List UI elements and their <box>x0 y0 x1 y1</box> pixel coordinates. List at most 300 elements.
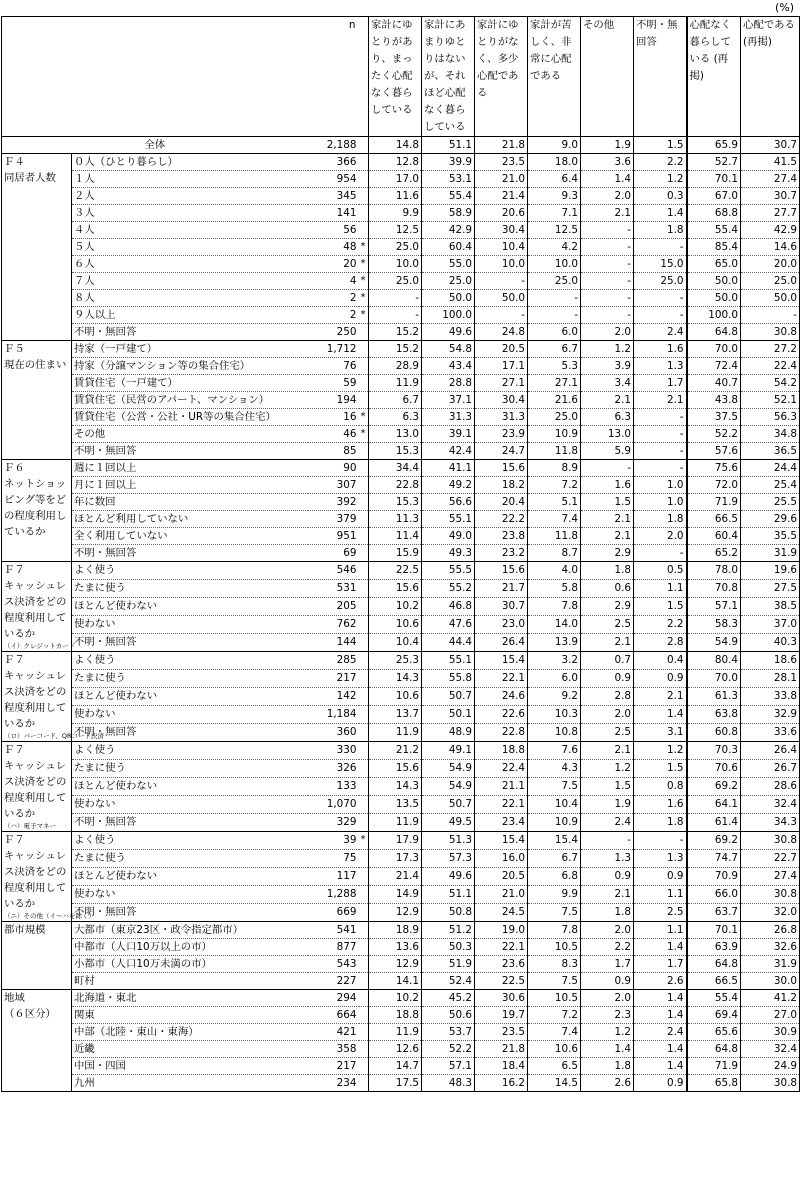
table-row <box>2 724 800 742</box>
row-value: 53.7 <box>422 1024 475 1041</box>
row-value: 1.0 <box>634 477 687 494</box>
row-value: 1.4 <box>634 990 687 1007</box>
row-value: 1.1 <box>634 580 687 598</box>
row-label: 不明・無回答 <box>74 326 137 338</box>
row-value: 2.0 <box>581 706 634 724</box>
row-value: 51.1 <box>422 886 475 904</box>
row-value: 49.6 <box>422 324 475 341</box>
row-label: 不明・無回答 <box>74 547 137 559</box>
row-value: 32.9 <box>741 706 800 724</box>
row-label: 九州 <box>74 1077 95 1089</box>
row-value: 65.0 <box>687 256 741 273</box>
row-value: 41.5 <box>741 154 800 171</box>
row-value: 14.5 <box>528 1075 581 1092</box>
total-value: 21.8 <box>475 137 528 154</box>
row-value: - <box>369 307 422 324</box>
row-value: 32.4 <box>741 796 800 814</box>
section-note: （ニ）その他（イ～ハを除く） <box>4 912 95 920</box>
row-value: 24.6 <box>475 688 528 706</box>
row-value: 33.8 <box>741 688 800 706</box>
row-value: 100.0 <box>422 307 475 324</box>
row-value: - <box>369 290 422 307</box>
row-value: 1.2 <box>634 171 687 188</box>
row-value: 0.5 <box>634 562 687 580</box>
row-label: 不明・無回答 <box>74 906 137 918</box>
row-label: 近畿 <box>72 1041 308 1058</box>
row-star <box>359 511 369 528</box>
row-value: 1.6 <box>634 341 687 358</box>
row-label: ほとんど使わない <box>72 598 308 616</box>
row-value: 48.3 <box>422 1075 475 1092</box>
table-row <box>2 580 800 598</box>
row-value: 14.3 <box>369 778 422 796</box>
row-value: 40.7 <box>687 375 741 392</box>
row-value: 26.7 <box>741 760 800 778</box>
row-value: 14.3 <box>369 670 422 688</box>
row-value: 10.3 <box>528 706 581 724</box>
row-value: 2.1 <box>581 392 634 409</box>
row-n: 951 <box>308 528 359 545</box>
row-value: 3.2 <box>528 652 581 670</box>
row-value: 27.7 <box>741 205 800 222</box>
row-value: 0.9 <box>581 973 634 990</box>
row-value: 18.9 <box>369 922 422 939</box>
section-title-text: Ｆ７ キャッシュレス決済をどの程度利用しているか <box>4 564 67 640</box>
row-value: - <box>581 222 634 239</box>
row-label: 年に数回 <box>72 494 308 511</box>
row-value: 2.5 <box>581 616 634 634</box>
row-value: 7.2 <box>528 477 581 494</box>
row-value: 55.5 <box>422 562 475 580</box>
row-star <box>359 973 369 990</box>
row-value: 18.2 <box>475 477 528 494</box>
row-value: 1.5 <box>581 494 634 511</box>
row-value: 24.7 <box>475 443 528 460</box>
row-value: 71.9 <box>687 1058 741 1075</box>
row-value: 56.6 <box>422 494 475 511</box>
row-label: 賃貸住宅（一戸建て） <box>72 375 308 392</box>
row-label: ほとんど使わない <box>72 868 308 886</box>
row-value: 14.0 <box>528 616 581 634</box>
row-label: 関東 <box>72 1007 308 1024</box>
row-value: 11.9 <box>369 375 422 392</box>
row-star <box>359 922 369 939</box>
row-label: よく使う <box>72 742 308 760</box>
row-label: たまに使う <box>72 580 308 598</box>
row-value: 52.4 <box>422 973 475 990</box>
row-star <box>359 545 369 562</box>
row-label: ほとんど使わない <box>72 688 308 706</box>
row-value: 32.4 <box>741 1041 800 1058</box>
row-value: - <box>634 832 687 850</box>
row-value: 5.9 <box>581 443 634 460</box>
row-value: 2.1 <box>634 688 687 706</box>
row-value: 54.9 <box>687 634 741 652</box>
row-star <box>359 706 369 724</box>
row-label: 持家（分譲マンション等の集合住宅） <box>72 358 308 375</box>
row-n: 366 <box>308 154 359 171</box>
table-row <box>2 1041 800 1058</box>
row-value: 2.3 <box>581 1007 634 1024</box>
row-value: 69.4 <box>687 1007 741 1024</box>
row-value: 49.2 <box>422 477 475 494</box>
row-value: 1.6 <box>634 796 687 814</box>
table-row <box>2 256 800 273</box>
row-value: 2.1 <box>581 886 634 904</box>
row-value: 65.6 <box>687 1024 741 1041</box>
row-n: 345 <box>308 188 359 205</box>
section-title <box>2 341 72 460</box>
row-value: 11.8 <box>528 443 581 460</box>
row-star <box>359 904 369 922</box>
row-value: 1.8 <box>581 562 634 580</box>
row-value: - <box>581 239 634 256</box>
table-row <box>2 832 800 850</box>
row-value: 31.9 <box>741 956 800 973</box>
row-value: 49.0 <box>422 528 475 545</box>
row-value: 53.1 <box>422 171 475 188</box>
row-value: 15.2 <box>369 341 422 358</box>
row-value: 26.4 <box>741 742 800 760</box>
row-value: 7.2 <box>528 1007 581 1024</box>
row-value: 1.4 <box>634 939 687 956</box>
row-value: 67.0 <box>687 188 741 205</box>
row-star <box>359 222 369 239</box>
row-value: 55.4 <box>687 222 741 239</box>
row-label: 全く利用していない <box>72 528 308 545</box>
row-value: 15.4 <box>475 652 528 670</box>
row-star <box>359 358 369 375</box>
row-value: 25.4 <box>741 477 800 494</box>
row-value: 22.2 <box>475 511 528 528</box>
table-body <box>2 17 800 1092</box>
section-title-text: Ｆ７ キャッシュレス決済をどの程度利用しているか <box>4 744 67 820</box>
row-value: 18.6 <box>741 652 800 670</box>
row-value: 64.8 <box>687 956 741 973</box>
row-value: 55.2 <box>422 580 475 598</box>
row-value: 11.3 <box>369 511 422 528</box>
row-value: 30.6 <box>475 990 528 1007</box>
row-label: たまに使う <box>72 670 308 688</box>
row-n: 358 <box>308 1041 359 1058</box>
row-value: 49.5 <box>422 814 475 832</box>
row-value: 47.6 <box>422 616 475 634</box>
header-col-3: 家計にゆとりがなく、多少心配である <box>475 17 528 137</box>
row-value: 30.8 <box>741 886 800 904</box>
row-n: 294 <box>308 990 359 1007</box>
row-n: 194 <box>308 392 359 409</box>
row-n: 543 <box>308 956 359 973</box>
row-label: 不明・無回答 <box>74 445 137 457</box>
row-value: 60.4 <box>687 528 741 545</box>
row-value: 11.9 <box>369 1024 422 1041</box>
row-value: 12.5 <box>369 222 422 239</box>
row-value: 78.0 <box>687 562 741 580</box>
row-star <box>359 939 369 956</box>
row-value: 75.6 <box>687 460 741 477</box>
table-row <box>2 409 800 426</box>
row-value: 64.8 <box>687 1041 741 1058</box>
row-value: 54.9 <box>422 760 475 778</box>
row-value: 42.9 <box>422 222 475 239</box>
row-value: 1.9 <box>581 796 634 814</box>
row-star <box>359 375 369 392</box>
row-value: 49.3 <box>422 545 475 562</box>
row-star <box>359 580 369 598</box>
row-n: 205 <box>308 598 359 616</box>
row-n: 329 <box>336 816 357 828</box>
row-value: 55.0 <box>422 256 475 273</box>
row-value: 39.9 <box>422 154 475 171</box>
row-value: 50.0 <box>687 290 741 307</box>
row-value: 23.4 <box>475 814 528 832</box>
row-value: 10.5 <box>528 939 581 956</box>
row-value: 30.4 <box>475 222 528 239</box>
row-label: ５人 <box>72 239 308 256</box>
row-value: 63.7 <box>687 904 741 922</box>
row-value: 1.4 <box>581 1041 634 1058</box>
row-value: 24.9 <box>741 1058 800 1075</box>
row-value: - <box>475 307 528 324</box>
row-value: 54.9 <box>422 778 475 796</box>
row-value: 34.8 <box>741 426 800 443</box>
row-star <box>359 341 369 358</box>
row-value: 31.3 <box>475 409 528 426</box>
table-row <box>2 1024 800 1041</box>
unit-label: (%) <box>774 1 794 14</box>
row-value: 0.3 <box>634 188 687 205</box>
row-value: 64.8 <box>687 324 741 341</box>
row-value: 27.4 <box>741 171 800 188</box>
row-value: 54.8 <box>422 341 475 358</box>
section-note: （ハ）電子マネー <box>4 822 56 830</box>
row-value: 37.0 <box>741 616 800 634</box>
row-value: 17.1 <box>475 358 528 375</box>
row-value: 65.2 <box>687 545 741 562</box>
row-value: 10.9 <box>528 426 581 443</box>
table-row <box>2 290 800 307</box>
row-n: 142 <box>308 688 359 706</box>
row-star <box>359 760 369 778</box>
row-value: 15.6 <box>369 580 422 598</box>
row-value: 63.9 <box>687 939 741 956</box>
row-value: 2.1 <box>581 528 634 545</box>
row-value: 51.2 <box>422 922 475 939</box>
row-value: 31.9 <box>741 545 800 562</box>
row-star <box>359 562 369 580</box>
row-n: 531 <box>308 580 359 598</box>
row-value: 15.4 <box>475 832 528 850</box>
row-value: 10.4 <box>369 634 422 652</box>
row-value: 0.9 <box>581 670 634 688</box>
section-note: （ロ）バーコード、QRコード決済 <box>4 732 105 740</box>
row-label: 使わない <box>72 616 308 634</box>
header-col-7: 心配なく暮らしている (再掲) <box>687 17 741 137</box>
row-value: 7.8 <box>528 922 581 939</box>
row-value: 17.5 <box>369 1075 422 1092</box>
row-value: - <box>634 426 687 443</box>
row-value: 24.5 <box>475 904 528 922</box>
row-value: 16.0 <box>475 850 528 868</box>
row-value: 7.1 <box>528 205 581 222</box>
row-value: 5.3 <box>528 358 581 375</box>
row-star <box>359 814 369 832</box>
row-value: 23.5 <box>475 1024 528 1041</box>
row-star <box>359 778 369 796</box>
row-value: 6.0 <box>528 670 581 688</box>
row-value: 55.8 <box>422 670 475 688</box>
row-value: 1.8 <box>581 1058 634 1075</box>
row-value: 1.1 <box>634 886 687 904</box>
header-col-8: 心配である (再掲) <box>741 17 800 137</box>
row-star <box>359 1075 369 1092</box>
row-label: 大都市（東京23区・政令指定都市） <box>72 922 308 939</box>
row-label: たまに使う <box>72 850 308 868</box>
header-col-5: その他 <box>581 17 634 137</box>
table-row <box>2 443 800 460</box>
row-value: - <box>634 409 687 426</box>
row-value: 69.2 <box>687 778 741 796</box>
row-star <box>359 171 369 188</box>
row-value: 51.3 <box>422 832 475 850</box>
row-value: 12.8 <box>369 154 422 171</box>
row-star <box>359 1058 369 1075</box>
section-title-text: Ｆ５ 現在の住まい <box>4 343 67 371</box>
row-value: 20.5 <box>475 341 528 358</box>
total-value: 14.8 <box>369 137 422 154</box>
header-col-4: 家計が苦しく、非常に心配である <box>528 17 581 137</box>
row-star <box>359 670 369 688</box>
row-value: 7.5 <box>528 973 581 990</box>
row-value: 18.8 <box>369 1007 422 1024</box>
row-n: 69 <box>343 547 357 559</box>
row-value: 14.9 <box>369 886 422 904</box>
row-value: 55.4 <box>687 990 741 1007</box>
row-star: * <box>359 426 369 443</box>
row-value: 6.7 <box>528 850 581 868</box>
row-value: 21.1 <box>475 778 528 796</box>
row-value: 18.8 <box>475 742 528 760</box>
row-value: 10.6 <box>528 1041 581 1058</box>
row-value: 0.7 <box>581 652 634 670</box>
row-value: 69.2 <box>687 832 741 850</box>
row-star <box>359 494 369 511</box>
row-value: 41.2 <box>741 990 800 1007</box>
row-value: 7.6 <box>528 742 581 760</box>
table-row <box>2 1007 800 1024</box>
row-value: 28.8 <box>422 375 475 392</box>
row-value: 27.4 <box>741 868 800 886</box>
row-label: ２人 <box>72 188 308 205</box>
table-row <box>2 688 800 706</box>
row-value: 70.8 <box>687 580 741 598</box>
total-value: 65.9 <box>687 137 741 154</box>
row-value: 7.5 <box>528 904 581 922</box>
row-value: 6.0 <box>528 324 581 341</box>
section-title-text: Ｆ７ キャッシュレス決済をどの程度利用しているか <box>4 834 67 910</box>
row-value: 49.6 <box>422 868 475 886</box>
table-row <box>2 742 800 760</box>
row-value: 70.3 <box>687 742 741 760</box>
row-value: 2.6 <box>634 973 687 990</box>
row-label: ほとんど利用していない <box>72 511 308 528</box>
table-row <box>2 307 800 324</box>
row-n: 330 <box>308 742 359 760</box>
row-value: 22.4 <box>475 760 528 778</box>
row-value: 32.6 <box>741 939 800 956</box>
row-n: 46 <box>308 426 359 443</box>
row-label: 中部（北陸・東山・東海） <box>72 1024 308 1041</box>
row-star <box>359 598 369 616</box>
row-value: 30.8 <box>741 324 800 341</box>
row-value: 22.7 <box>741 850 800 868</box>
row-value: 20.0 <box>741 256 800 273</box>
row-n: 421 <box>308 1024 359 1041</box>
row-value: 14.7 <box>369 1058 422 1075</box>
row-star: * <box>359 290 369 307</box>
row-label: 週に１回以上 <box>72 460 308 477</box>
row-value: 22.6 <box>475 706 528 724</box>
row-n: 541 <box>308 922 359 939</box>
row-value: 21.7 <box>475 580 528 598</box>
row-label: 月に１回以上 <box>72 477 308 494</box>
row-label: ７人 <box>72 273 308 290</box>
row-value: 20.4 <box>475 494 528 511</box>
row-value: 8.9 <box>528 460 581 477</box>
row-value: 1.3 <box>581 850 634 868</box>
row-value: 2.5 <box>581 724 634 742</box>
row-value: 20.6 <box>475 205 528 222</box>
row-value: 57.1 <box>422 1058 475 1075</box>
row-value: 25.5 <box>741 494 800 511</box>
row-star: * <box>359 256 369 273</box>
row-value: 10.0 <box>369 256 422 273</box>
row-value: 8.3 <box>528 956 581 973</box>
row-value: 66.5 <box>687 511 741 528</box>
row-n: 217 <box>308 1058 359 1075</box>
row-value: 30.8 <box>741 832 800 850</box>
row-value: 1.2 <box>634 742 687 760</box>
row-value: 6.4 <box>528 171 581 188</box>
row-value: 1.8 <box>634 511 687 528</box>
row-n: 877 <box>308 939 359 956</box>
row-value: 14.1 <box>369 973 422 990</box>
row-value: 2.2 <box>634 616 687 634</box>
row-value: 65.8 <box>687 1075 741 1092</box>
total-value: 1.5 <box>634 137 687 154</box>
row-value: 4.3 <box>528 760 581 778</box>
row-star <box>359 1041 369 1058</box>
row-value: 50.6 <box>422 1007 475 1024</box>
row-value: 10.4 <box>475 239 528 256</box>
table-row <box>2 205 800 222</box>
table-row <box>2 477 800 494</box>
row-value: 13.5 <box>369 796 422 814</box>
row-label: 持家（一戸建て） <box>72 341 308 358</box>
row-value: 25.0 <box>528 273 581 290</box>
row-star <box>359 443 369 460</box>
row-value: 2.1 <box>581 205 634 222</box>
row-value: 2.4 <box>634 1024 687 1041</box>
row-value: 1.1 <box>634 922 687 939</box>
table-row <box>2 939 800 956</box>
total-value: 9.0 <box>528 137 581 154</box>
row-value: 0.4 <box>634 652 687 670</box>
row-value: 50.0 <box>475 290 528 307</box>
row-value: 25.0 <box>741 273 800 290</box>
table-row <box>2 528 800 545</box>
row-value: 70.9 <box>687 868 741 886</box>
